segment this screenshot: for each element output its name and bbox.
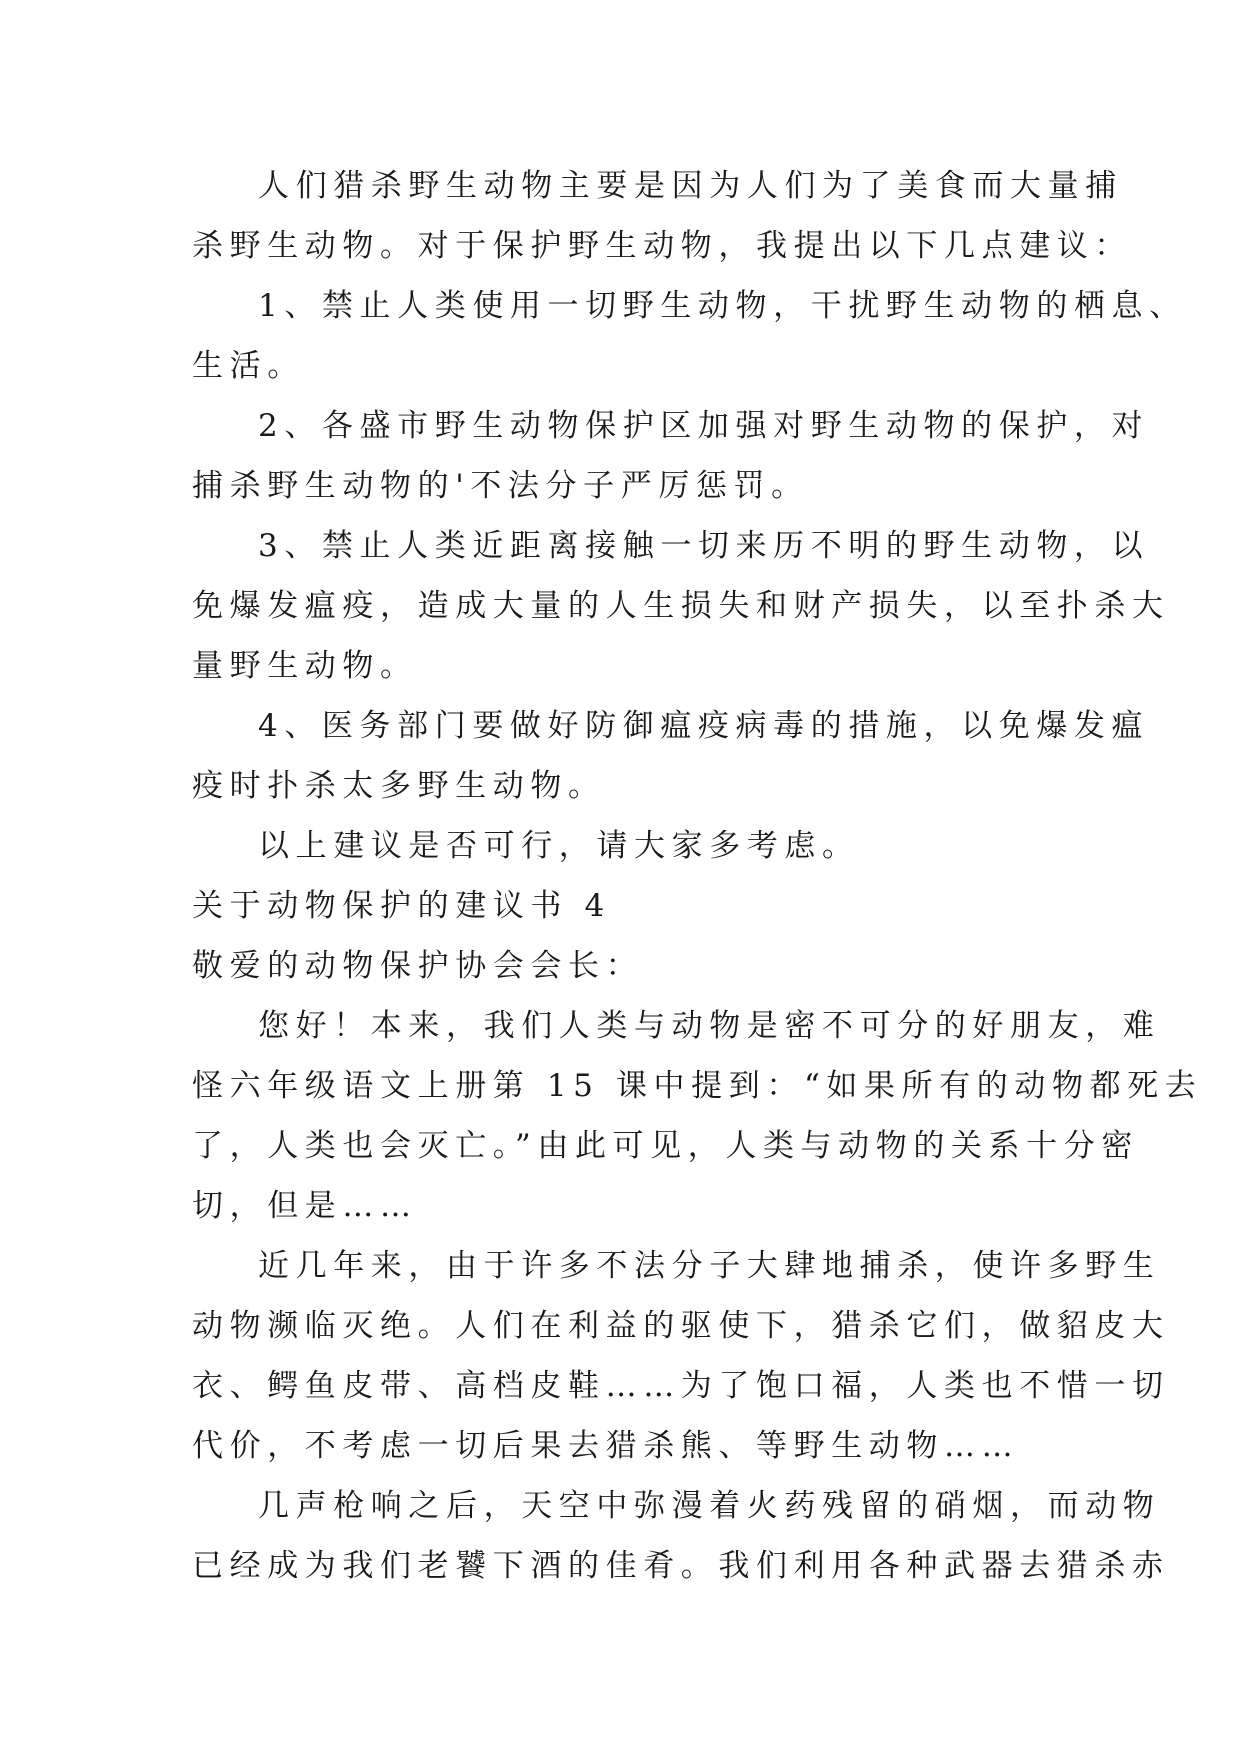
- text-line: 怪六年级语文上册第 15 课中提到：“如果所有的动物都死去: [192, 1068, 1203, 1104]
- text-line: 衣、鳄鱼皮带、高档皮鞋……为了饱口福，人类也不惜一切: [192, 1368, 1170, 1404]
- text-line: 几声枪响之后，天空中弥漫着火药残留的硝烟，而动物: [258, 1488, 1161, 1524]
- text-line: 人们猎杀野生动物主要是因为人们为了美食而大量捕: [258, 168, 1123, 204]
- text-line: 1、禁止人类使用一切野生动物，干扰野生动物的栖息、: [258, 288, 1187, 324]
- text-line: 量野生动物。: [192, 648, 418, 684]
- text-line: 生活。: [192, 348, 305, 384]
- text-line: 2、各盛市野生动物保护区加强对野生动物的保护，对: [258, 408, 1150, 444]
- text-line: 疫时扑杀太多野生动物。: [192, 768, 606, 804]
- text-line: 4、医务部门要做好防御瘟疫病毒的措施，以免爆发瘟: [258, 708, 1150, 744]
- text-line: 免爆发瘟疫，造成大量的人生损失和财产损失，以至扑杀大: [192, 588, 1170, 624]
- text-line: 杀野生动物。对于保护野生动物，我提出以下几点建议：: [192, 228, 1132, 264]
- text-line: 近几年来，由于许多不法分子大肆地捕杀，使许多野生: [258, 1248, 1161, 1284]
- text-line: 3、禁止人类近距离接触一切来历不明的野生动物，以: [258, 528, 1150, 564]
- text-line: 以上建议是否可行，请大家多考虑。: [258, 828, 860, 864]
- text-line: 切，但是……: [192, 1188, 418, 1224]
- text-line: 了，人类也会灭亡。”由此可见，人类与动物的关系十分密: [192, 1128, 1139, 1164]
- section-heading: 关于动物保护的建议书 4: [192, 888, 611, 924]
- salutation: 敬爱的动物保护协会会长：: [192, 948, 644, 984]
- text-line: 捕杀野生动物的'不法分子严厉惩罚。: [192, 468, 809, 504]
- text-line: 动物濒临灭绝。人们在利益的驱使下，猎杀它们，做貂皮大: [192, 1308, 1170, 1344]
- text-line: 您好！本来，我们人类与动物是密不可分的好朋友，难: [258, 1008, 1161, 1044]
- text-line: 已经成为我们老饕下酒的佳肴。我们利用各种武器去猎杀赤: [192, 1548, 1170, 1584]
- text-line: 代价，不考虑一切后果去猎杀熊、等野生动物……: [192, 1428, 1020, 1464]
